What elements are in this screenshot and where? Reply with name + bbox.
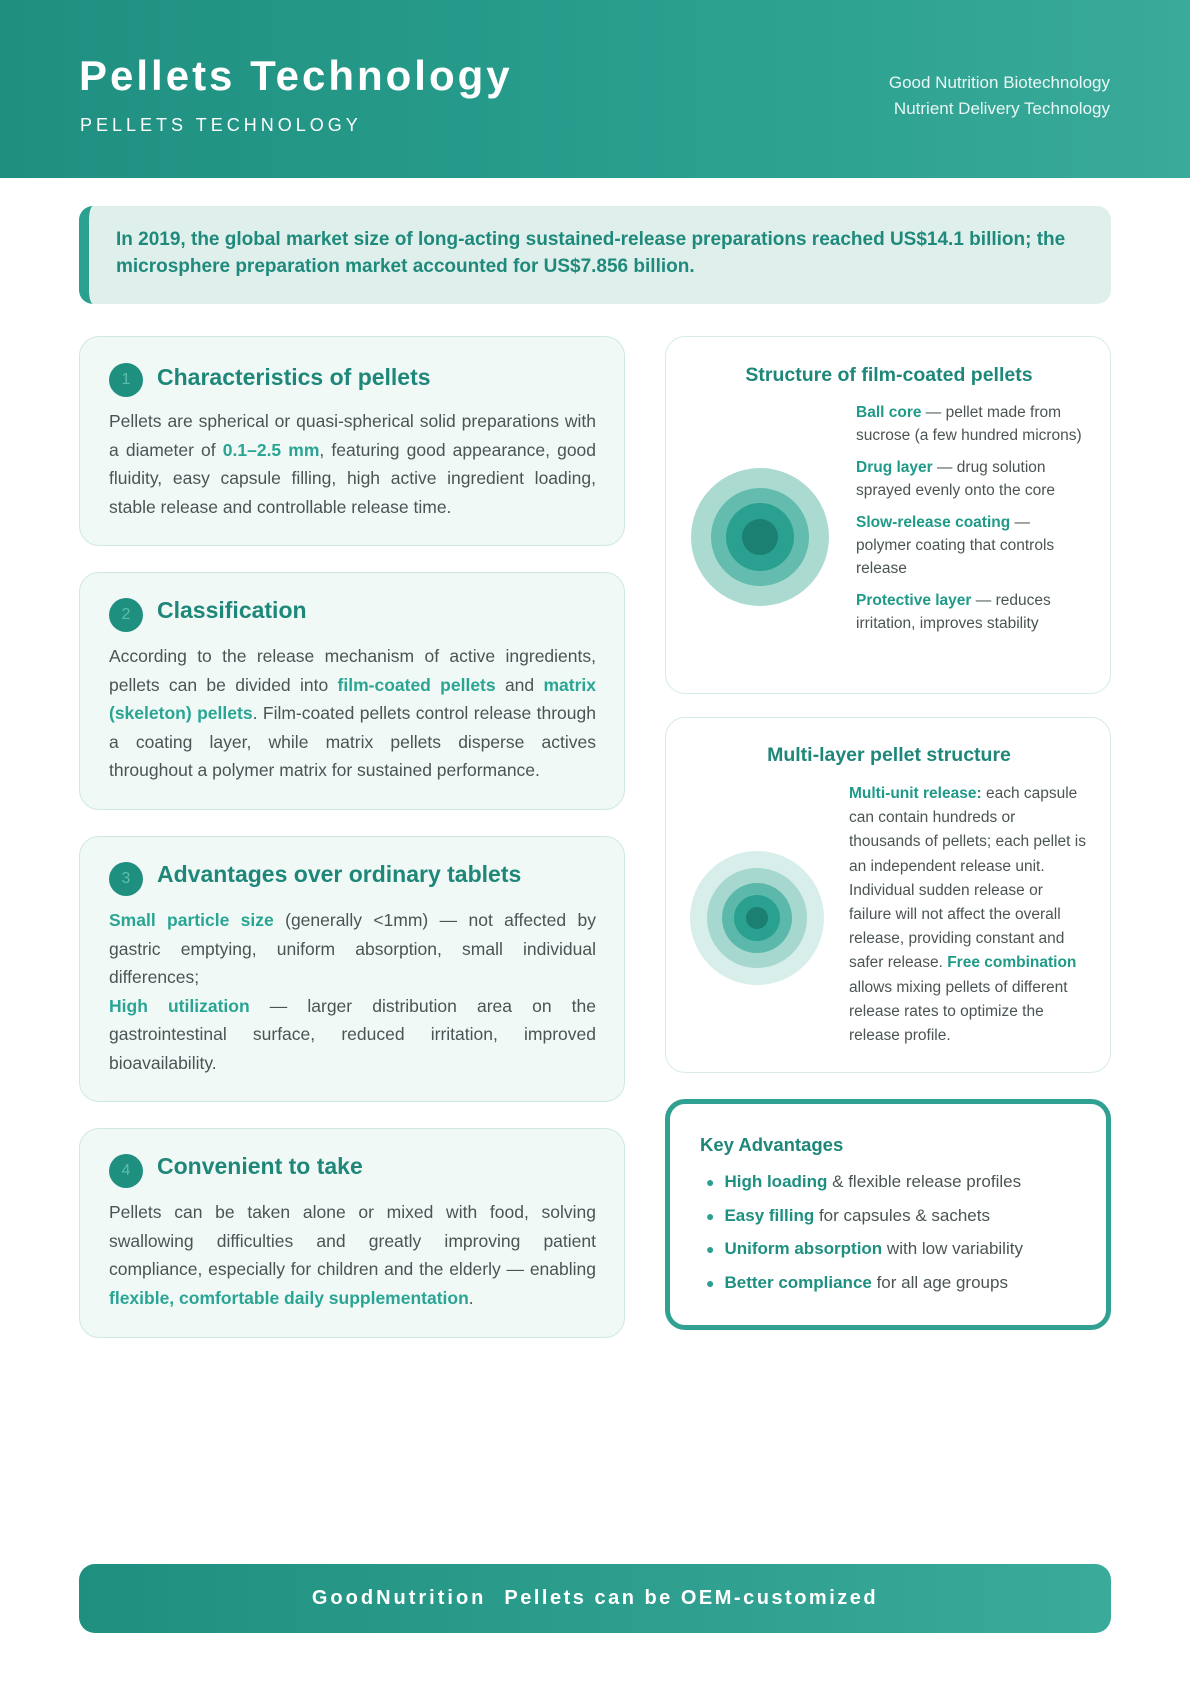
- body-text: — larger distribution area on the gastrointestinal surface, reduced irritation, improved bioavailability.: [109, 995, 596, 1073]
- layer-term: Protective layer: [856, 592, 972, 609]
- list-item: [706, 1170, 1023, 1204]
- layer-term: Slow-release coating: [856, 514, 1011, 531]
- market-banner: [79, 206, 1111, 304]
- section-number-badge: 4: [109, 1154, 143, 1188]
- card-advantages: [79, 836, 625, 1102]
- body-text: . Film-coated pellets control release through a coating layer, while matrix pellets disperse actives throughout a polymer matrix for sustained performance.: [109, 703, 596, 780]
- card-title: Structure of film-coated pellets: [745, 364, 1033, 386]
- card-film-coated-structure: [665, 336, 1111, 694]
- card-title: Advantages over ordinary tablets: [157, 861, 522, 887]
- footer-text: Pellets can be OEM-customized: [504, 1587, 879, 1609]
- body-text: .: [468, 1287, 474, 1308]
- card-convenient: [79, 1128, 625, 1338]
- bullet-icon: ●: [706, 1174, 715, 1190]
- card-title: Characteristics of pellets: [157, 364, 431, 390]
- key-advantages-box: [665, 1099, 1111, 1330]
- body-text: Pellets can be taken alone or mixed with food, solving swallowing difficulties and greatly improving patient compliance, especially for children and the elderly — enabling: [109, 1202, 596, 1279]
- core-ring: [746, 907, 768, 929]
- layer-slow-release: [856, 511, 1086, 580]
- body-text: allows mixing pellets of different release rates to optimize the release profile.: [849, 978, 1068, 1045]
- card-body: [109, 1198, 596, 1312]
- card-body: [109, 407, 596, 521]
- market-banner-text: In 2019, the global market size of long-acting sustained-release preparations reached US$14.1 billion; the microsphere preparation market accounted for US$7.856 billion.: [116, 229, 1066, 277]
- page-subtitle: PELLETS TECHNOLOGY: [80, 115, 362, 135]
- body-text: According to the release mechanism of active ingredients, pellets can be divided into: [109, 646, 596, 695]
- advantage-desc: & flexible release profiles: [827, 1172, 1022, 1191]
- highlight-free-combination: Free combination: [947, 954, 1077, 972]
- header-company-info: [889, 70, 1110, 122]
- section-number-badge: 3: [109, 862, 143, 896]
- page-title: Pellets Technology: [79, 52, 513, 99]
- highlight-multi-unit: Multi-unit release:: [849, 785, 982, 802]
- advantage-term: Easy filling: [724, 1205, 815, 1225]
- highlight-utilization: High utilization: [109, 995, 250, 1016]
- advantage-desc: for capsules & sachets: [814, 1205, 990, 1225]
- list-item: [706, 1237, 1023, 1271]
- layer-desc: — reduces irritation, improves stability: [856, 592, 1051, 632]
- key-advantages-title: Key Advantages: [700, 1134, 844, 1155]
- card-characteristics: [79, 336, 625, 546]
- advantage-term: Uniform absorption: [724, 1239, 883, 1258]
- card-body: [109, 906, 596, 1077]
- footer-banner: [79, 1564, 1111, 1633]
- layer-desc: — pellet made from sucrose (a few hundred microns): [856, 404, 1082, 444]
- layer-term: Drug layer: [856, 459, 933, 476]
- multi-layer-description: [849, 782, 1089, 1048]
- body-text: , featuring good appearance, good fluidity, easy capsule filling, high active ingredient loading, stable release and controllable release time.: [109, 439, 597, 517]
- advantage-term: High loading: [724, 1172, 828, 1191]
- layer-term: Ball core: [856, 404, 922, 421]
- layer-ball-core: [856, 401, 1086, 447]
- layer-desc: — drug solution sprayed evenly onto the core: [856, 459, 1056, 499]
- ball-core-ring: [742, 519, 778, 555]
- layer-desc: — polymer coating that controls release: [856, 514, 1055, 577]
- bullet-icon: ●: [706, 1274, 715, 1291]
- highlight-matrix: matrix (skeleton) pellets: [109, 674, 596, 723]
- advantage-desc: with low variability: [882, 1239, 1023, 1258]
- section-number-badge: 1: [109, 363, 143, 397]
- body-text: and: [495, 674, 544, 695]
- structure-layer-list: [856, 401, 1086, 644]
- card-title: Convenient to take: [157, 1153, 363, 1179]
- list-item: [706, 1271, 1023, 1305]
- advantage-desc: for all age groups: [871, 1272, 1008, 1292]
- card-body: [109, 642, 596, 785]
- section-number-badge: 2: [109, 598, 143, 632]
- highlight-supplementation: flexible, comfortable daily supplementation: [109, 1287, 469, 1308]
- body-text: each capsule can contain hundreds or thousands of pellets; each pellet is an independent release unit. Individual sudden release or failure will not affect the overall release, providing constant and safer release.: [849, 785, 1086, 972]
- card-title: Classification: [157, 597, 307, 623]
- bullet-icon: ●: [706, 1241, 715, 1257]
- list-item: [706, 1204, 1023, 1238]
- layer-drug: [856, 456, 1086, 502]
- page-header: [0, 0, 1190, 178]
- highlight-film-coated: film-coated pellets: [337, 674, 496, 695]
- key-advantages-list: [706, 1170, 1023, 1304]
- body-text: Pellets are spherical or quasi-spherical solid preparations with a diameter of: [109, 411, 596, 460]
- company-tagline: Nutrient Delivery Technology: [893, 99, 1110, 118]
- company-name: Good Nutrition Biotechnology: [888, 73, 1110, 92]
- highlight-particle-size: Small particle size: [109, 910, 274, 930]
- card-title: Multi-layer pellet structure: [767, 744, 1011, 766]
- layer-protective: [856, 589, 1086, 635]
- footer-brand: GoodNutrition: [311, 1587, 487, 1609]
- highlight-diameter: 0.1–2.5 mm: [222, 439, 320, 460]
- advantage-term: Better compliance: [724, 1272, 872, 1292]
- card-multi-layer-structure: [665, 717, 1111, 1073]
- bullet-icon: ●: [706, 1207, 715, 1224]
- body-text: (generally <1mm) — not affected by gastric emptying, uniform absorption, small individual differences;: [109, 910, 596, 987]
- card-classification: [79, 572, 625, 810]
